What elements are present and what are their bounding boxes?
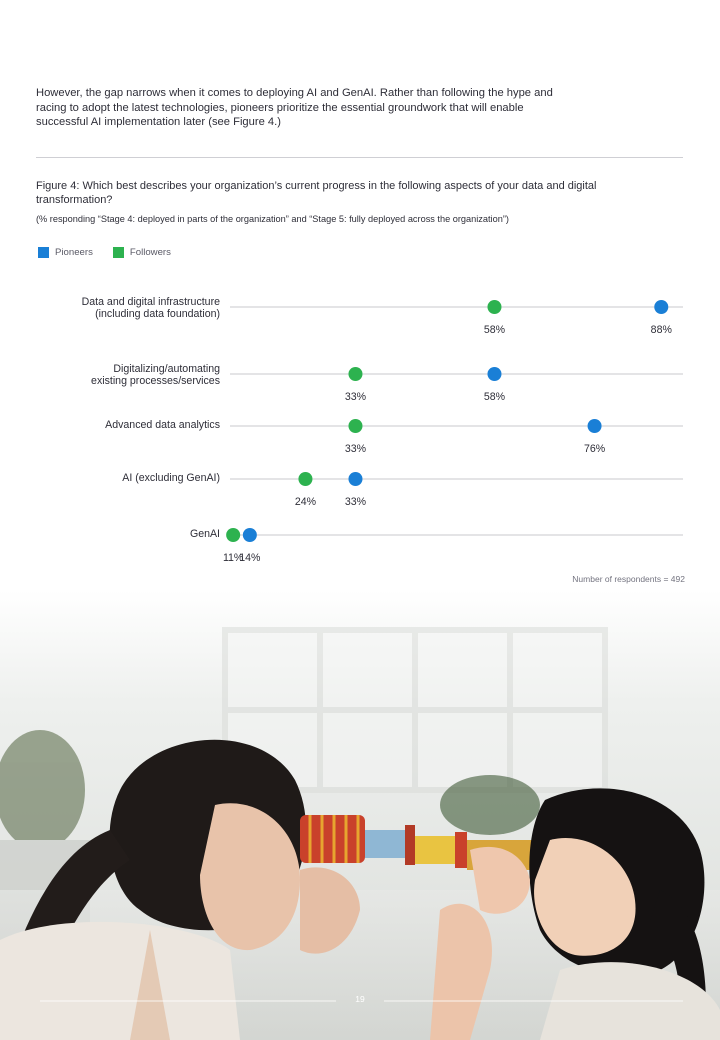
category-label: (including data foundation) — [95, 308, 220, 320]
followers-dot — [226, 528, 240, 542]
legend-item-pioneers — [38, 247, 93, 258]
pioneers-value-label: 88% — [650, 324, 672, 336]
figure-subtitle: (% responding “Stage 4: deployed in parts of the organization” and “Stage 5: fully deployed across the organization”) — [36, 214, 509, 224]
pioneers-dot — [487, 367, 501, 381]
section-divider — [36, 157, 683, 158]
category-label: GenAI — [189, 528, 220, 540]
followers-value-label: 11% — [222, 552, 244, 564]
followers-value-label: 58% — [483, 324, 506, 336]
pioneers-dot — [243, 528, 257, 542]
legend-label-pioneers: Pioneers — [55, 247, 93, 258]
pioneers-dot — [348, 472, 362, 486]
followers-value-label: 24% — [294, 496, 317, 508]
category-label: Digitalizing/automating — [113, 363, 220, 375]
legend-label-followers: Followers — [129, 247, 171, 258]
followers-swatch — [113, 247, 124, 258]
pioneers-value-label: 58% — [483, 391, 506, 403]
pioneers-value-label: 76% — [583, 443, 606, 455]
category-label: AI (excluding GenAI) — [122, 472, 220, 484]
pioneers-dot — [588, 419, 602, 433]
pioneers-value-label: 14% — [239, 552, 261, 564]
intro-paragraph: However, the gap narrows when it comes to deploying AI and GenAI. Rather than following the hype and racing to adopt the latest technologies, pioneers prioritize the essential groundwork that will enable successful AI implementation later (see Figure 4.) — [36, 87, 553, 128]
page-number: 19 — [355, 994, 365, 1004]
respondents-note: Number of respondents = 492 — [572, 574, 685, 584]
followers-dot — [487, 300, 501, 314]
pioneers-value-label: 33% — [344, 496, 367, 508]
followers-value-label: 33% — [344, 443, 367, 455]
followers-dot — [348, 367, 362, 381]
followers-dot — [348, 419, 362, 433]
followers-dot — [298, 472, 312, 486]
category-label: Data and digital infrastructure — [81, 296, 220, 308]
pioneers-dot — [654, 300, 668, 314]
category-label: existing processes/services — [91, 375, 220, 387]
figure-title: Figure 4: Which best describes your organization’s current progress in the following aspects of your data and digital transformation? — [36, 180, 597, 206]
pioneers-swatch — [38, 247, 49, 258]
chart-legend — [38, 247, 171, 258]
followers-value-label: 33% — [344, 391, 367, 403]
dot-plot-chart — [0, 270, 720, 570]
photo-mother-daughter-kaleidoscope — [0, 590, 720, 1040]
legend-item-followers — [113, 247, 171, 258]
category-label: Advanced data analytics — [105, 419, 220, 431]
